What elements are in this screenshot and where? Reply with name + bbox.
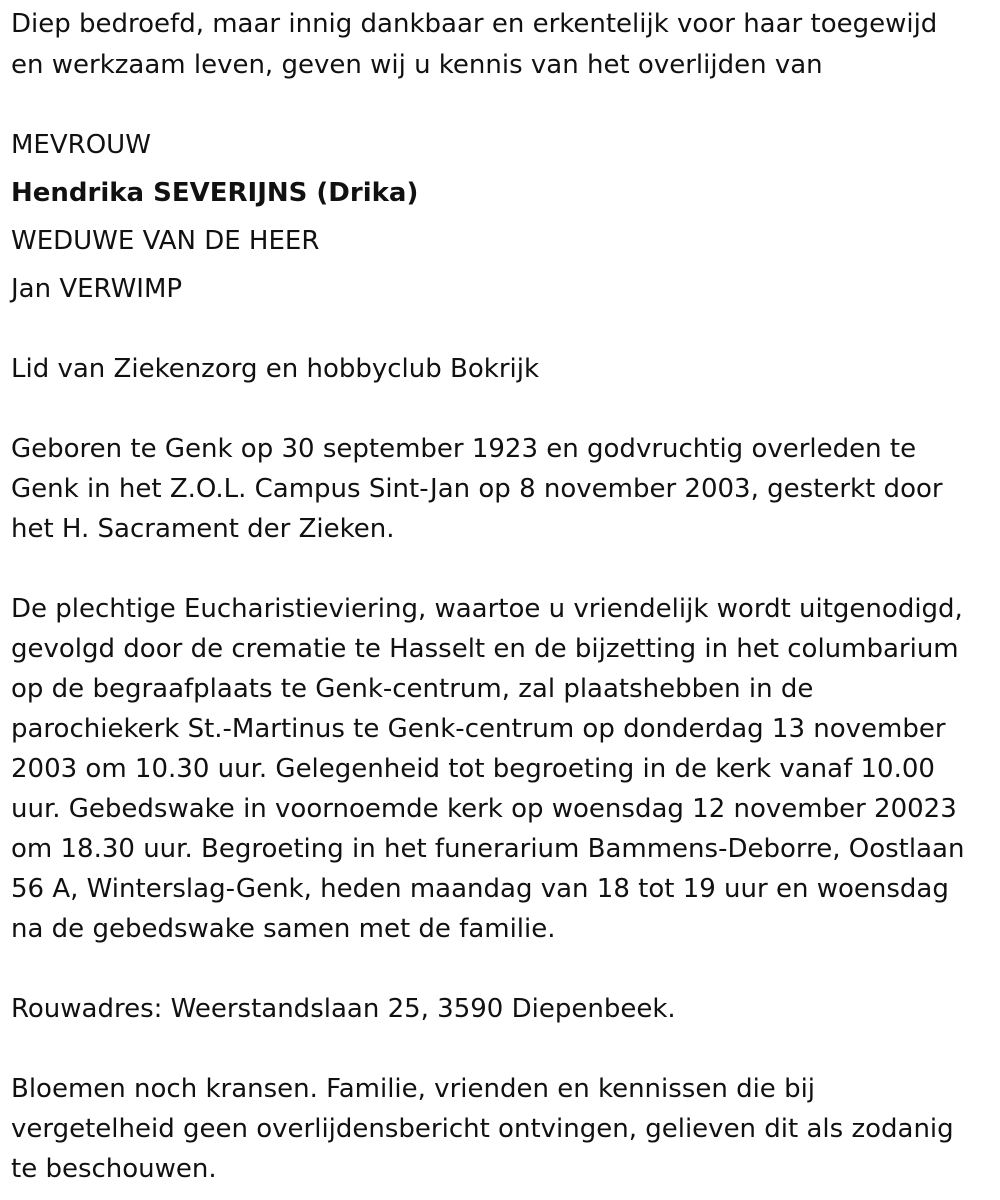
closing-line: vergetelheid geen overlijdensbericht ontvingen, gelieven dit als zodanig (11, 1114, 954, 1144)
ceremony-line: 56 A, Winterslag-Genk, heden maandag van 18 tot 19 uur en woensdag (11, 874, 949, 904)
intro-line-1: Diep bedroefd, maar innig dankbaar en erkentelijk voor haar toegewijd (11, 9, 938, 39)
ceremony-line: 2003 om 10.30 uur. Gelegenheid tot begroeting in de kerk vanaf 10.00 (11, 754, 935, 784)
intro-line-2: en werkzaam leven, geven wij u kennis van het overlijden van (11, 50, 823, 80)
deceased-name: Hendrika SEVERIJNS (Drika) (11, 178, 419, 208)
ceremony-line: op de begraafplaats te Genk-centrum, zal plaatshebben in de (11, 674, 814, 704)
ceremony-line: De plechtige Eucharistieviering, waartoe u vriendelijk wordt uitgenodigd, (11, 594, 963, 624)
spouse-name: Jan VERWIMP (11, 274, 183, 304)
relation-label: WEDUWE VAN DE HEER (11, 226, 320, 256)
title-label: MEVROUW (11, 130, 151, 160)
closing-line: te beschouwen. (11, 1154, 217, 1184)
mourning-address: Rouwadres: Weerstandslaan 25, 3590 Diepenbeek. (11, 994, 676, 1024)
birth-death-line: Geboren te Genk op 30 september 1923 en godvruchtig overleden te (11, 434, 917, 464)
birth-death-line: het H. Sacrament der Zieken. (11, 514, 395, 544)
ceremony-line: parochiekerk St.-Martinus te Genk-centrum op donderdag 13 november (11, 714, 946, 744)
membership-text: Lid van Ziekenzorg en hobbyclub Bokrijk (11, 354, 540, 384)
ceremony-line: na de gebedswake samen met de familie. (11, 914, 556, 944)
ceremony-line: om 18.30 uur. Begroeting in het funerarium Bammens-Deborre, Oostlaan (11, 834, 965, 864)
birth-death-line: Genk in het Z.O.L. Campus Sint-Jan op 8 november 2003, gesterkt door (11, 474, 943, 504)
ceremony-line: uur. Gebedswake in voornoemde kerk op woensdag 12 november 20023 (11, 794, 957, 824)
closing-line: Bloemen noch kransen. Familie, vrienden en kennissen die bij (11, 1074, 816, 1104)
ceremony-line: gevolgd door de crematie te Hasselt en de bijzetting in het columbarium (11, 634, 959, 664)
